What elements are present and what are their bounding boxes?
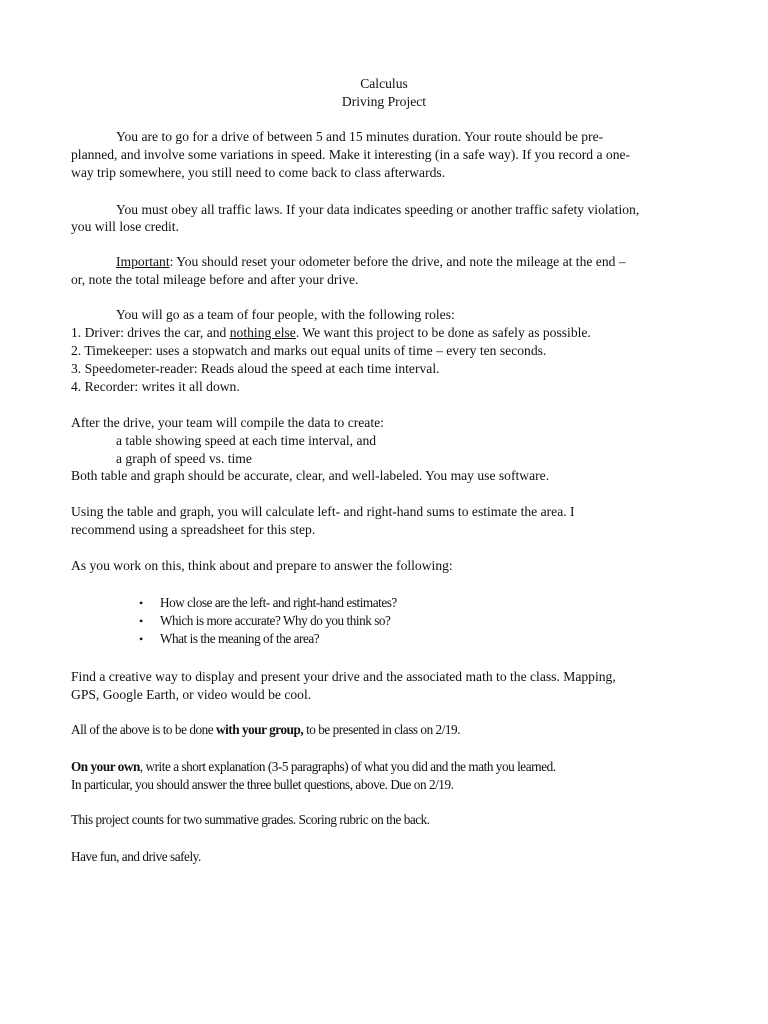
role-driver	[71, 324, 591, 342]
group-text: All of the above is to be done	[71, 722, 216, 737]
important-line-2: or, note the total mileage before and after your drive.	[71, 272, 359, 287]
document-subtitle: Driving Project	[341, 94, 427, 109]
group-emphasis: with your group,	[216, 722, 304, 737]
important-label: Important	[116, 254, 170, 269]
role-driver-text: 1. Driver: drives the car, and	[71, 325, 230, 340]
group-text-end: to be presented in class on 2/19.	[303, 722, 461, 737]
important-text: : You should reset your odometer before the drive, and note the mileage at the end –	[169, 254, 626, 269]
closing-line: Have fun, and drive safely.	[71, 849, 201, 864]
role-driver-emphasis: nothing else	[229, 325, 296, 340]
question-item: How close are the left- and right-hand estimates?	[160, 595, 397, 610]
role-timekeeper: 2. Timekeeper: uses a stopwatch and marks out equal units of time – every ten seconds.	[71, 343, 547, 358]
own-text: , write a short explanation (3-5 paragraphs) of what you did and the math you learned.	[139, 759, 556, 774]
own-emphasis: On your own	[71, 759, 140, 774]
creative-line-1: Find a creative way to display and present your drive and the associated math to the class. Mapping,	[71, 669, 616, 684]
creative-line-2: GPS, Google Earth, or video would be cool.	[71, 687, 312, 702]
role-driver-text-end: . We want this project to be done as safely as possible.	[295, 325, 591, 340]
bullet-icon: •	[139, 632, 144, 646]
role-recorder: 4. Recorder: writes it all down.	[71, 379, 240, 394]
grading-note: This project counts for two summative grades. Scoring rubric on the back.	[71, 812, 430, 827]
intro-line-1: You are to go for a drive of between 5 and 15 minutes duration. Your route should be pre-	[116, 129, 604, 144]
laws-line-2: you will lose credit.	[71, 219, 179, 234]
intro-line-2: planned, and involve some variations in speed. Make it interesting (in a safe way). If you record a one-	[71, 147, 631, 162]
sums-line-2: recommend using a spreadsheet for this step.	[71, 522, 316, 537]
laws-line-1: You must obey all traffic laws. If your data indicates speeding or another traffic safety violation,	[116, 202, 640, 217]
roles-intro: You will go as a team of four people, with the following roles:	[116, 307, 455, 322]
own-line-1	[71, 758, 556, 776]
intro-line-3: way trip somewhere, you still need to come back to class afterwards.	[71, 165, 446, 180]
important-line-1	[116, 253, 626, 271]
questions-intro: As you work on this, think about and prepare to answer the following:	[71, 558, 453, 573]
compile-graph-item: a graph of speed vs. time	[116, 451, 252, 466]
group-line	[71, 721, 460, 739]
compile-note: Both table and graph should be accurate, clear, and well-labeled. You may use software.	[71, 468, 550, 483]
compile-table-item: a table showing speed at each time interval, and	[116, 433, 377, 448]
question-item: What is the meaning of the area?	[160, 631, 320, 646]
sums-line-1: Using the table and graph, you will calculate left- and right-hand sums to estimate the area. I	[71, 504, 575, 519]
bullet-icon: •	[139, 596, 144, 610]
compile-intro: After the drive, your team will compile the data to create:	[71, 415, 384, 430]
own-line-2: In particular, you should answer the three bullet questions, above. Due on 2/19.	[71, 777, 454, 792]
bullet-icon: •	[139, 614, 144, 628]
document-title: Calculus	[360, 76, 408, 91]
role-speedometer-reader: 3. Speedometer-reader: Reads aloud the speed at each time interval.	[71, 361, 440, 376]
question-item: Which is more accurate? Why do you think so?	[160, 613, 391, 628]
